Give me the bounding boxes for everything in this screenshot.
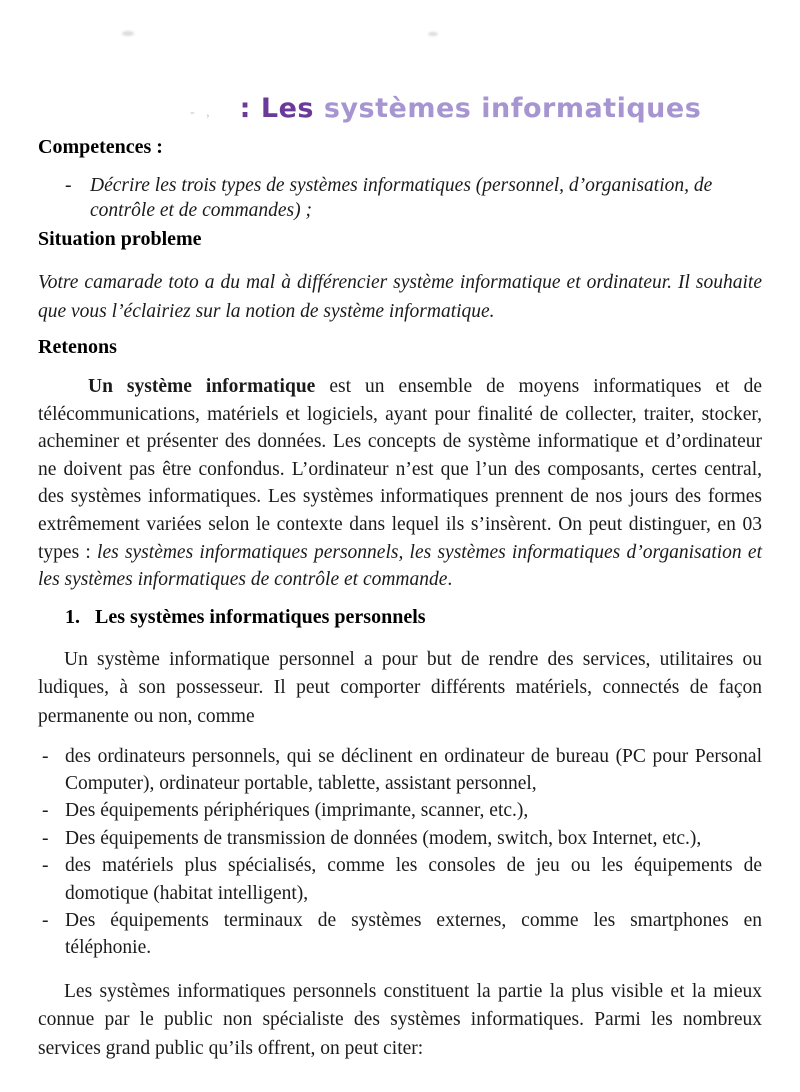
chapter-title-rest: systèmes informatiques	[313, 93, 702, 124]
scan-artifact	[428, 32, 438, 36]
list-item	[38, 852, 762, 907]
list-item-text: Des équipements périphériques (imprimante, scanner, etc.),	[65, 800, 529, 822]
bullet-dash: -	[42, 855, 49, 877]
bullet-dash: -	[42, 745, 49, 767]
retenons-italic-types: les systèmes informatiques personnels, les systèmes informatiques d’organisation et les systèmes informatiques de contrôle et commande	[38, 541, 762, 591]
closing-paragraph: Les systèmes informatiques personnels constituent la partie la plus visible et la mieux connue par le public non spécialiste des systèmes informatiques. Parmi les nombreux services grand public qu’ils offrent, on peut citer:	[38, 980, 762, 1059]
section1-number: 1.	[65, 605, 80, 628]
scan-artifact	[122, 31, 134, 36]
retenons-paragraph	[38, 373, 762, 594]
situation-heading: Situation probleme	[38, 228, 202, 250]
stray-mark: - ,	[190, 105, 214, 120]
bullet-dash: -	[42, 827, 49, 849]
list-item-text: Des équipements terminaux de systèmes externes, comme les smartphones en téléphonie.	[65, 909, 762, 959]
retenons-body-text: est un ensemble de moyens informatiques et de télécommunications, matériels et logiciels, ayant pour finalité de collecter, traiter, stocker, acheminer et présenter des données. Les concepts de système informatique et d’ordinateur ne doivent pas être confondus. L’ordinateur n’est que l’un des composants, certes central, des systèmes informatiques. Les systèmes informatiques prennent de nos jours des formes extrêmement variées selon le contexte dans lequel ils s’insèrent. On peut distinguer, en 03 types :	[38, 376, 762, 563]
section1-intro: Un système informatique personnel a pour but de rendre des services, utilitaires ou ludiques, à son possesseur. Il peut comporter différents matériels, connectés de façon permanente ou non, comme	[38, 648, 762, 727]
competence-item	[38, 173, 762, 223]
list-item	[38, 743, 762, 798]
competence-text: Décrire les trois types de systèmes informatiques (personnel, d’organisation, de contrôle et de commandes) ;	[90, 175, 713, 221]
situation-text: Votre camarade toto a du mal à différencier système informatique et ordinateur. Il souhaite que vous l’éclairiez sur la notion de système informatique.	[38, 272, 762, 322]
retenons-bold-lead: Un système informatique	[88, 376, 316, 397]
chapter-title-lead: : Les	[239, 93, 314, 124]
competences-heading: Competences :	[38, 136, 163, 158]
bullet-list	[38, 743, 762, 962]
section1-heading	[38, 604, 762, 630]
list-item-text: des matériels plus spécialisés, comme les consoles de jeu ou les équipements de domotique (habitat intelligent),	[65, 855, 762, 904]
chapter-title	[190, 88, 762, 124]
section1-heading-label: Les systèmes informatiques personnels	[95, 605, 426, 628]
bullet-dash: -	[42, 909, 49, 931]
list-item	[38, 907, 762, 962]
bullet-dash: -	[42, 800, 49, 822]
list-item	[38, 825, 762, 852]
bullet-dash: -	[65, 175, 72, 196]
list-item	[38, 797, 762, 824]
list-item-text: Des équipements de transmission de données (modem, switch, box Internet, etc.),	[65, 827, 702, 849]
retenons-period: .	[447, 569, 453, 591]
list-item-text: des ordinateurs personnels, qui se déclinent en ordinateur de bureau (PC pour Personal Computer), ordinateur portable, tablette, assistant personnel,	[65, 745, 762, 794]
retenons-heading: Retenons	[38, 336, 117, 358]
